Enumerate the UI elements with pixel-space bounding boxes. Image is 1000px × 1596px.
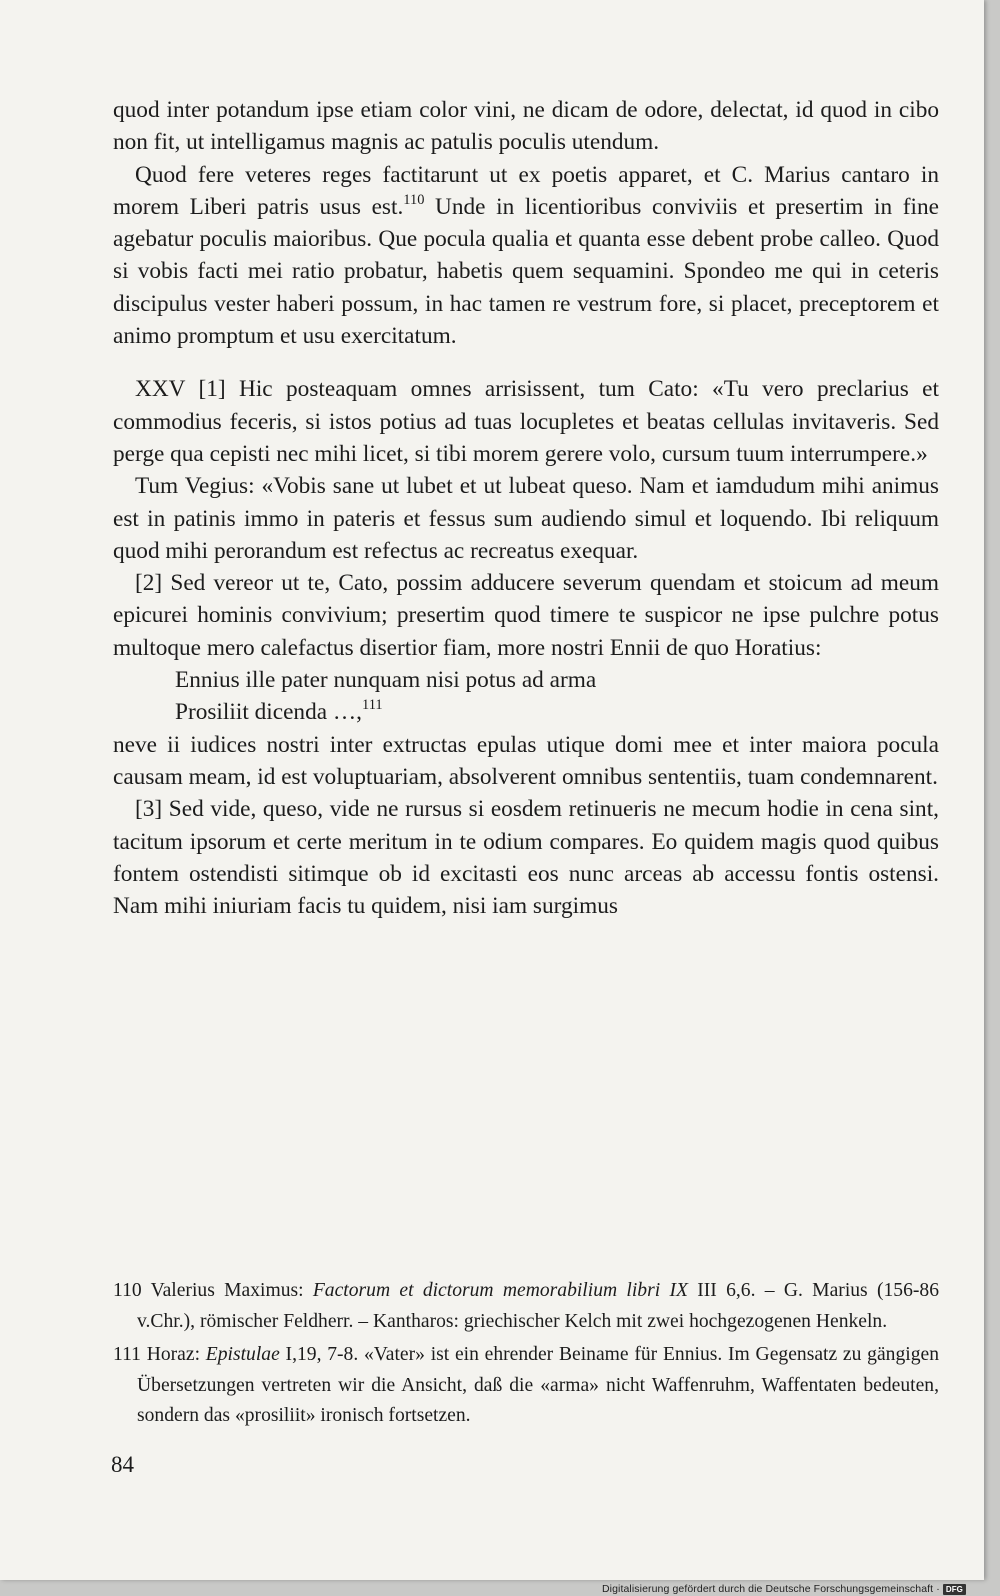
footnote-text: Horaz:	[146, 1344, 206, 1365]
footnote-title: Factorum et dictorum memorabilium libri IX	[312, 1280, 688, 1301]
footnote-text: Valerius Maximus:	[150, 1280, 313, 1301]
paragraph-2	[113, 159, 939, 353]
footnote-text: III 6,6. – G. Marius (156-86 v.Chr.), römischer Feldherr. – Kantharos: griechischer Kelch mit zwei hochgezogenen Henkeln.	[137, 1280, 939, 1332]
paragraph-2-part-a: Quod fere veteres reges factitarunt ut ex poetis apparet, et C. Marius cantaro in morem Liberi patris usus est.	[113, 161, 939, 220]
page-number: 84	[111, 1452, 134, 1477]
footnote-number: 111	[113, 1344, 141, 1365]
section-gap	[113, 352, 939, 373]
paragraph-4: Tum Vegius: «Vobis sane ut lubet et ut lubeat queso. Nam et iamdudum mihi animus est in patinis immo in pateris et fessus sum audiendo simul et loquendo. Ibi reliquum quod mihi perorandum est refectus ac recreatus exequar.	[113, 473, 939, 564]
paragraph-5: [2] Sed vereor ut te, Cato, possim adducere severum quendam et stoicum ad meum epicurei hominis convivium; presertim quod timere te suspicor ne ipse pulchre potus multoque mero calefactus disertior fiam, more nostri Ennii de quo Horatius:	[113, 570, 939, 661]
footnote-111	[113, 1340, 939, 1432]
verse-line-2-text: Prosiliit dicenda …,	[175, 699, 363, 726]
digitization-credit	[602, 1583, 966, 1595]
footnote-number: 110	[113, 1280, 142, 1301]
verse-line-2	[175, 696, 939, 728]
footnote-ref-110: 110	[403, 191, 425, 208]
paragraph-2-part-b: Unde in licentioribus conviviis et presertim in fine agebatur poculis maioribus. Que pocula qualia et quanta esse debent probe calleo. Quod si vobis facti mei ratio probatur, habetis quem sequamini. Spondeo me qui in ceteris discipulus vester haberi possum, in hac tamen re vestrum fore, si placet, preceptorem et animo promptum et usu exercitatum.	[113, 193, 939, 350]
paragraph-6: neve ii iudices nostri inter extructas epulas utique domi mee et inter maiora pocula causam meam, id est voluptuariam, absolverent omnibus sententiis, tuam condemnarent.	[113, 731, 939, 790]
dfg-logo: DFG	[943, 1584, 966, 1595]
credit-text: Digitalisierung gefördert durch die Deutsche Forschungsgemeinschaft ·	[601, 1583, 940, 1595]
footnote-110	[113, 1276, 939, 1337]
verse-quote	[113, 664, 939, 729]
footnote-text: I,19, 7-8. «Vater» ist ein ehrender Beiname für Ennius. Im Gegensatz zu gängigen Übersetzungen vertreten wir die Ansicht, daß die «arma» nicht Waffenruhm, Waffentaten bedeuten, sondern das «prosiliit» ironisch fortsetzen.	[137, 1344, 939, 1426]
footnotes	[113, 1276, 939, 1435]
paragraph-1: quod inter potandum ipse etiam color vini, ne dicam de odore, delectat, id quod in cibo non fit, ut intelligamus magnis ac patulis poculis utendum.	[113, 97, 939, 156]
verse-line-1: Ennius ille pater nunquam nisi potus ad arma	[175, 667, 597, 694]
footnote-title: Epistulae	[205, 1344, 280, 1365]
paragraph-7: [3] Sed vide, queso, vide ne rursus si eosdem retinueris ne mecum hodie in cena sint, tacitum ipsorum et certe meritum in te odium compares. Eo quidem magis quod quibus fontem ostendisti sitimque ob id excitasti eos nunc arceas ab accessu fontis ostensi. Nam mihi iniuriam facis tu quidem, nisi iam surgimus	[113, 796, 939, 920]
footnote-ref-111: 111	[362, 697, 383, 714]
main-text	[113, 94, 939, 922]
paragraph-3: XXV [1] Hic posteaquam omnes arrisissent, tum Cato: «Tu vero preclarius et commodius feceris, si istos potius ad tuas locupletes et beatas cellulas invitaveris. Sed perge qua cepisti nec mihi licet, si tibi morem gerere volo, cursum tuum interrumpere.»	[113, 376, 939, 467]
